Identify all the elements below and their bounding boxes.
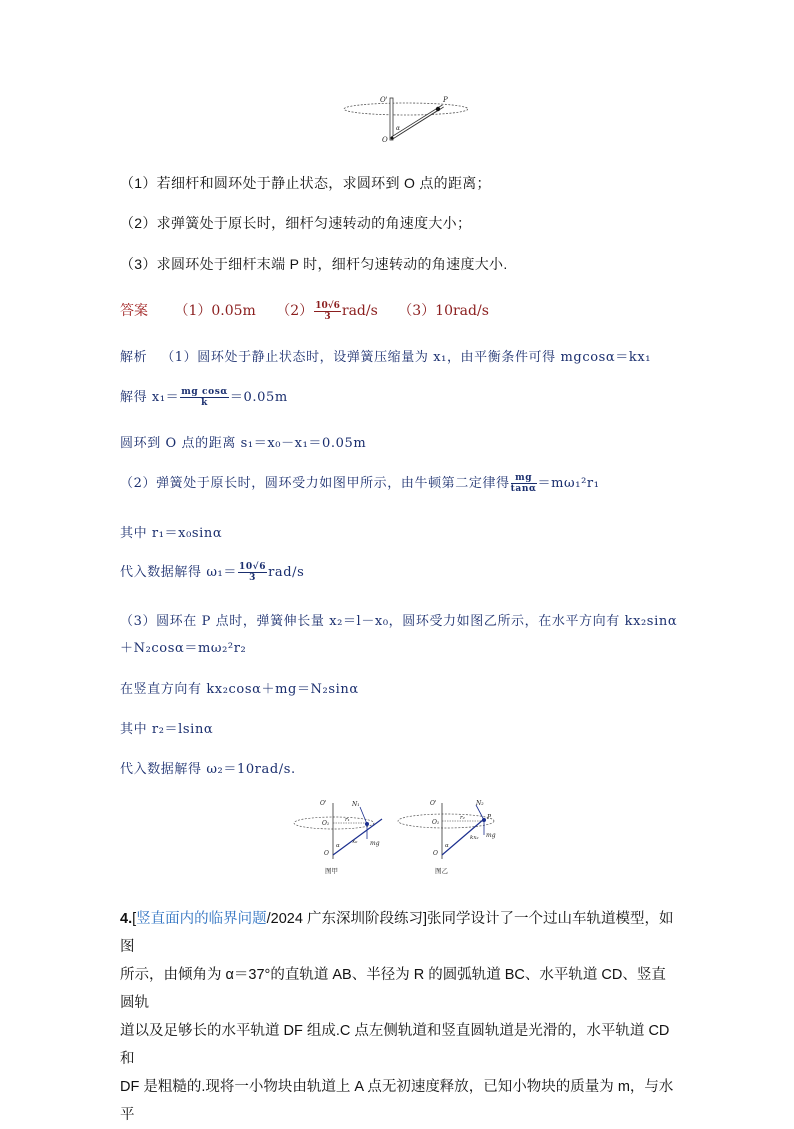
answer-line [120,300,489,322]
solution-line-5: 其中 r₁＝x₀sinα [120,526,223,541]
solution-fraction-3: $\frac{10√6}{3}$ [238,562,267,583]
svg-text:r₁: r₁ [345,817,350,823]
question-2: （2）求弹簧处于原长时，细杆匀速转动的角速度大小； [120,215,472,231]
solution-line-10: 其中 r₂＝lsinα [120,722,214,737]
figure-yi [398,800,496,875]
svg-text:O: O [433,850,438,857]
rotating-rod-figure [338,92,468,147]
label-o: O [382,136,388,144]
spring [397,110,438,136]
solution-line-2: 解得 x₁＝ $\frac{\text{mg cosα}}{k}$ ＝0.05m [120,387,288,408]
solution-line-4: （2）弹簧处于原长时，圆环受力如图甲所示，由牛顿第二定律得 $\frac{mg}{\tan\alpha}$ ＝mω₁²r₁ [120,473,600,494]
label-o-prime: O' [380,96,388,104]
question-1: （1）若细杆和圆环处于静止状态，求圆环到 O 点的距离； [120,175,491,191]
problem-4-line-4: DF 是粗糙的.现将一小物块由轨道上 A 点无初速度释放，已知小物块的质量为 m，与水平 [120,1079,674,1123]
solution-line-9: 在竖直方向有 kx₂cosα＋mg＝N₂sinα [120,682,359,697]
force-diagrams [290,797,510,879]
svg-text:O': O' [320,800,327,807]
solution-line-11: 代入数据解得 ω₂＝10rad/s. [120,762,296,777]
svg-text:α: α [336,843,340,849]
caption-yi: 图乙 [435,867,448,875]
solution-fraction-2: $\frac{mg}{\tan\alpha}$ [510,473,537,494]
answer-2-unit: rad/s [341,303,378,319]
svg-text:mg: mg [486,832,496,839]
svg-text:r₂: r₂ [460,815,465,821]
answer-label: 答案 [120,302,148,318]
svg-text:O₁: O₁ [322,820,330,827]
problem-4 [120,905,680,1129]
pivot [391,137,394,140]
svg-text:N₁: N₁ [352,801,360,808]
svg-text:α: α [445,843,449,849]
question-3: （3）求圆环处于细杆末端 P 时，细杆匀速转动的角速度大小. [120,256,508,272]
solution-line-6: 代入数据解得 ω₁＝ $\frac{10√6}{3}$ rad/s [120,562,305,583]
caption-jia: 图甲 [325,867,338,875]
ring [436,107,440,111]
svg-text:P: P [487,814,492,821]
topic-link[interactable]: 竖直面内的临界问题 [136,911,267,927]
problem-4-line-1: 4.[竖直面内的临界问题/2024 广东深圳阶段练习]张同学设计了一个过山车轨道模型，如图 [120,911,674,955]
answer-2-prefix: （2） [276,303,314,319]
solution-line-8: ＋N₂cosα＝mω₂²r₂ [120,641,247,656]
vertical-axis [390,98,393,140]
svg-text:mg: mg [370,840,380,847]
svg-text:O: O [324,850,329,857]
problem-4-line-3: 道以及足够长的水平轨道 DF 组成.C 点左侧轨道和竖直圆轨道是光滑的，水平轨道 CD 和 [120,1023,670,1067]
svg-text:O': O' [430,800,437,807]
solution-fraction-1: $\frac{\text{mg cosα}}{k}$ [181,387,228,408]
problem-4-line-2: 所示，由倾角为 α＝37°的直轨道 AB、半径为 R 的圆弧轨道 BC、水平轨道 CD、竖直圆轨 [120,967,666,1011]
solution-label: 解析 [120,350,148,365]
svg-text:N₂: N₂ [476,800,484,807]
figure-jia [294,800,382,875]
rotation-ellipse [344,103,468,115]
rod [392,106,443,138]
answer-1: （1）0.05m [174,303,256,319]
solution-line-1: 解析 （1）圆环处于静止状态时，设弹簧压缩量为 x₁，由平衡条件可得 mgcosα＝kx₁ [120,350,652,365]
svg-text:kx₂: kx₂ [470,835,479,841]
answer-2-fraction: $\frac{10√6}{3}$ [315,300,340,322]
label-p: P [443,96,448,104]
svg-text:x₀: x₀ [352,839,358,845]
solution-line-7: （3）圆环在 P 点时，弹簧伸长量 x₂＝l－x₀，圆环受力如图乙所示，在水平方向有 kx₂sinα [120,614,678,629]
label-alpha: α [396,125,401,132]
solution-line-3: 圆环到 O 点的距离 s₁＝x₀－x₁＝0.05m [120,436,367,451]
answer-3: （3）10rad/s [398,303,489,319]
svg-text:O₁: O₁ [432,819,440,826]
